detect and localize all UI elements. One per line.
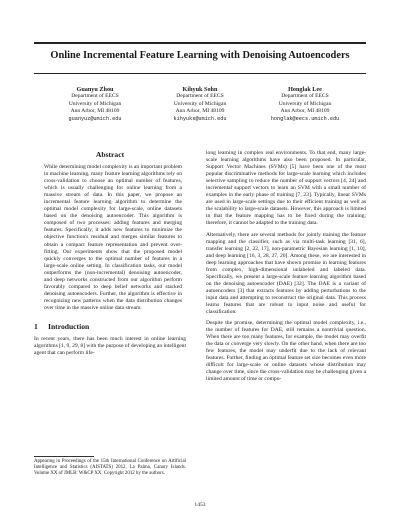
paper-title: Online Incremental Feature Learning with Denoising Autoencoders: [50, 50, 350, 61]
author-email: honglak@eecs.umich.edu: [270, 115, 340, 122]
abstract-heading: Abstract: [95, 150, 125, 159]
title-top-rule: [34, 42, 366, 44]
body-paragraph: Despite the promise, determining the optimal model complexity, i.e., the number of features for DAE, still remains a nontrivial question. When there are too many features, for example, the model may overfit the data or converge very slowly. On the other hand, when there are too few features, the model may underfit due to the lack of relevant features. Further, finding an optimal feature set size becomes even more difficult for large-scale or online datasets whose distribution may change over time, since the cross-validation may be challenging given a limited amount of time or compu-: [206, 320, 366, 383]
page-number: 1453: [194, 502, 206, 508]
body-paragraph: long learning in complex real environments. To that end, many large-scale learning algorithms have also been proposed. In particular, Support Vector Machines (SVMs) [5] have been one of the most popular discriminative methods for large-scale learning which includes selective sampling to reduce the number of support vectors [4, 24] and incremental support vectors to learn an SVM with a small number of examples in the early phase of training [7, 23]. Typically, linear SVMs are used in large-scale settings due to their efficient training as well as the scalability to large-scale datasets. However, this approach is limited in that the feature mapping has to be fixed during the training; therefore, it cannot be adapted to the training data.: [206, 150, 366, 227]
author-name: Kihyuk Sohn: [182, 86, 218, 93]
author-city: Ann Arbor, MI 48109: [175, 108, 225, 115]
introduction-heading: [34, 322, 186, 331]
author-2: [145, 86, 255, 123]
left-column: [34, 150, 186, 361]
author-department: Department of EECS: [71, 93, 119, 100]
author-university: University of Michigan: [173, 100, 227, 107]
author-email: guanyuz@umich.edu: [68, 115, 122, 122]
title-bottom-rule: [34, 73, 366, 74]
author-name: Honglak Lee: [288, 86, 322, 93]
section-number: 1: [34, 321, 38, 331]
abstract-text: While determining model complexity is an important problem in machine learning, many feature learning algorithms rely on cross-validation to choose an optimal number of features, which is usually challenging for online learning from a massive stream of data. In this paper, we propose an incremental feature learning algorithm to determine the optimal model complexity for large-scale, online datasets based on the denoising autoencoder. This algorithm is composed of two processes: adding features and merging features. Specifically, it adds new features to minimize the objective function's residual and merges similar features to obtain a compact feature representation and prevent over-fitting. Our experiments show that the proposed model quickly converges to the optimal number of features in a large-scale online setting. In classification tasks, our model outperforms the (non-incremental) denoising autoencoder, and deep networks constructed from our algorithm perform favorably compared to deep belief networks and stacked denoising autoencoders. Further, the algorithm is effective in recognizing new patterns when the data distribution changes over time in the massive online data stream.: [44, 164, 182, 311]
author-3: [250, 86, 360, 123]
author-city: Ann Arbor, MI 48109: [280, 108, 330, 115]
body-paragraph: Alternatively, there are several methods for jointly training the feature mapping and the classifier, such as via multi-task learning [31, 6], transfer learning [2, 22, 17], non-parametric Bayesian learning [1, 10], and deep learning [16, 3, 28, 27, 20]. Among these, we are interested in deep learning approaches that have shown promise in learning features from complex, high-dimensional unlabeled and labeled data. Specifically, we present a large-scale feature learning algorithm based on the denoising autoencoder (DAE) [32]. The DAE is a variant of autoencoders [3] that extracts features by adding perturbations to the input data and attempting to reconstruct the original data. This process learns features that are robust to input noise and useful for classification.: [206, 231, 366, 316]
footnote-rule: [34, 456, 94, 457]
author-name: Guanyu Zhou: [76, 86, 114, 93]
author-university: University of Michigan: [68, 100, 122, 107]
introduction-text: In recent years, there has been much interest in online learning algorithms [1, 9, 29, 8] with the purpose of developing an intelligent agent that can perform life-: [34, 335, 186, 357]
right-column: [206, 150, 366, 388]
author-1: [40, 86, 150, 123]
footnote: Appearing in Proceedings of the 15th International Conference on Artificial Intelligence and Statistics (AISTATS) 2012, La Palma, Canary Islands. Volume XX of JMLR: W&CP XX. Copyright 2012 by the authors.: [34, 459, 186, 477]
author-department: Department of EECS: [176, 93, 224, 100]
author-department: Department of EECS: [281, 93, 329, 100]
author-university: University of Michigan: [278, 100, 332, 107]
section-title: Introduction: [48, 321, 90, 331]
author-block: [34, 86, 366, 140]
author-email: kihyuks@umich.edu: [173, 115, 227, 122]
author-city: Ann Arbor, MI 48109: [70, 108, 120, 115]
